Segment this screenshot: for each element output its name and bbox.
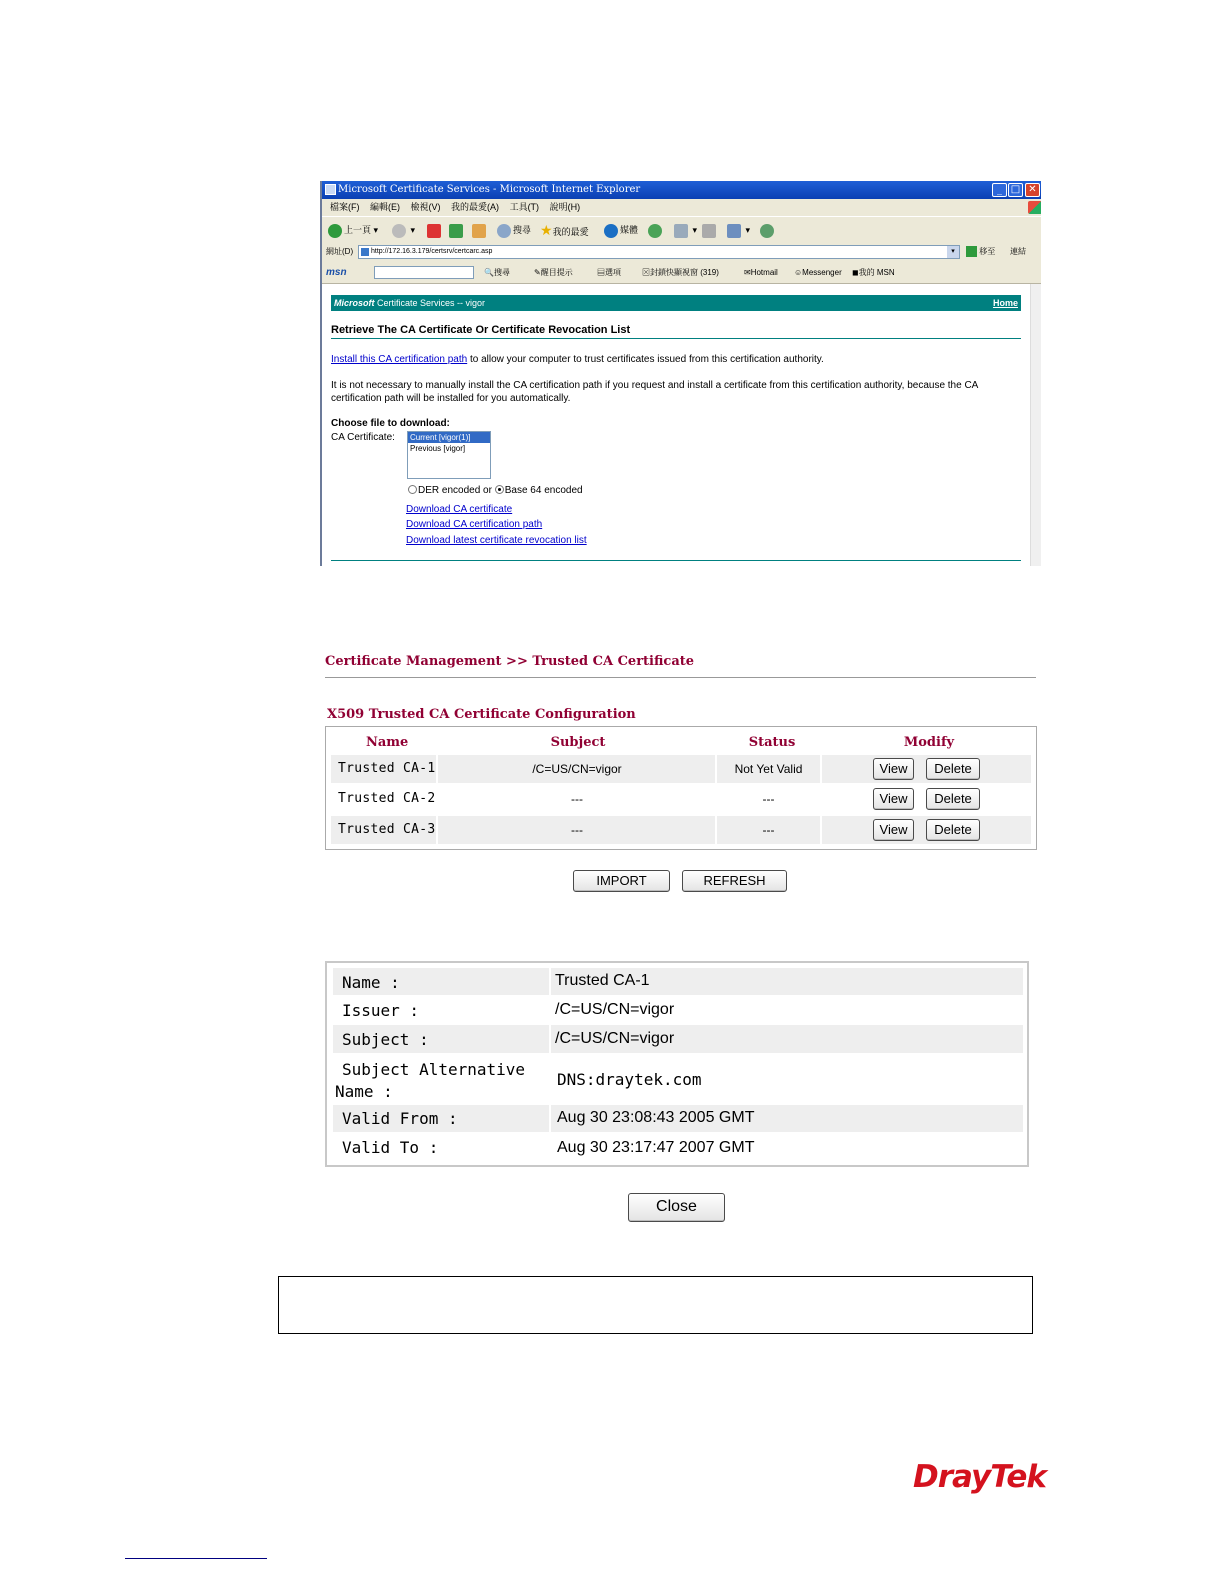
header-modify: Modify — [903, 735, 955, 750]
divider — [331, 338, 1021, 339]
close-button[interactable]: Close — [628, 1193, 725, 1222]
back-button[interactable]: 上一頁 ▾ — [328, 222, 378, 238]
address-bar — [322, 242, 1041, 262]
title-divider — [325, 677, 1036, 678]
footer-rule — [125, 1558, 267, 1559]
edit-button[interactable]: ▾ — [727, 222, 750, 238]
go-button[interactable]: 移至 — [966, 242, 995, 262]
messenger-icon — [760, 224, 774, 238]
menu-bar — [322, 199, 1041, 216]
detail-row-valid-to — [333, 1133, 1023, 1162]
certsrv-header-text: Certificate Services -- vigor — [377, 298, 486, 308]
address-label: 網址(D) — [326, 247, 354, 256]
menu-view[interactable]: 檢視(V) — [410, 202, 441, 212]
refresh-button[interactable] — [449, 222, 465, 238]
view-button[interactable]: View — [873, 788, 914, 810]
download-ca-path-link[interactable]: Download CA certification path — [406, 519, 543, 530]
ca-name: Trusted CA-1 — [338, 761, 436, 776]
menu-tools[interactable]: 工具(T) — [509, 202, 540, 212]
window-title: Microsoft Certificate Services - Microsoft Internet Explorer — [338, 184, 641, 195]
print-button[interactable] — [702, 222, 718, 238]
msn-toolbar — [322, 262, 1041, 284]
ca-certificate-listbox[interactable] — [407, 431, 491, 479]
menu-help[interactable]: 說明(H) — [549, 202, 581, 212]
page-title: Retrieve The CA Certificate Or Certificate Revocation List — [331, 324, 631, 336]
issuer-label: Issuer : — [342, 1001, 420, 1020]
valid-to-value: Aug 30 23:17:47 2007 GMT — [557, 1139, 755, 1156]
ca-subject: /C=US/CN=vigor — [532, 762, 622, 776]
menu-file[interactable]: 檔案(F) — [330, 202, 360, 212]
alt-name-value: DNS:draytek.com — [557, 1070, 702, 1089]
draytek-logo: DrayTek — [913, 1459, 1046, 1495]
address-input[interactable]: http://172.16.3.179/certsrv/certcarc.asp ▾ — [358, 245, 960, 259]
breadcrumb: Certificate Management >> Trusted CA Certificate — [325, 654, 695, 669]
vertical-scrollbar[interactable] — [1030, 284, 1041, 566]
ca-status: --- — [762, 823, 775, 837]
links-label[interactable]: 連結 — [1010, 247, 1026, 256]
forward-arrow-icon — [392, 224, 406, 238]
detail-row-subject — [333, 1025, 1023, 1053]
menu-favorites[interactable]: 我的最愛(A) — [451, 202, 500, 212]
star-icon: ★ — [540, 222, 553, 238]
subject-value: /C=US/CN=vigor — [555, 1030, 675, 1047]
go-arrow-icon — [966, 246, 977, 257]
home-icon — [472, 224, 486, 238]
page-icon — [361, 248, 369, 256]
windows-flag-icon — [1028, 201, 1041, 214]
search-icon — [497, 224, 511, 238]
ie-app-icon — [325, 184, 336, 195]
valid-from-value: Aug 30 23:08:43 2005 GMT — [557, 1109, 755, 1126]
view-button[interactable]: View — [873, 819, 914, 841]
history-button[interactable] — [648, 222, 664, 238]
alt-name-label: Subject Alternative — [342, 1060, 526, 1079]
minimize-icon[interactable]: _ — [992, 183, 1007, 197]
refresh-icon — [449, 224, 463, 238]
media-icon — [604, 224, 618, 238]
favorites-button[interactable]: ★我的最愛 — [540, 222, 589, 238]
import-button[interactable]: IMPORT — [573, 870, 670, 892]
base64-radio[interactable] — [495, 485, 504, 494]
listbox-option-previous[interactable]: Previous [vigor] — [410, 444, 466, 453]
alt-name-label-line2: Name : — [335, 1082, 393, 1101]
media-button[interactable]: 媒體 — [604, 222, 638, 238]
install-paragraph: Install this CA certification path to allow your computer to trust certificates issued from this certification authority. — [331, 354, 824, 365]
my-msn-link[interactable]: ◼我的 MSN — [852, 268, 895, 277]
cell-divider — [820, 816, 822, 844]
msn-search-button[interactable]: 🔍搜尋 — [484, 268, 510, 277]
cell-divider — [549, 968, 551, 995]
choose-file-label: Choose file to download: — [331, 418, 450, 429]
ca-subject: --- — [571, 792, 583, 806]
issuer-value: /C=US/CN=vigor — [555, 1001, 675, 1018]
listbox-option-current[interactable]: Current [vigor(1)] — [408, 432, 490, 443]
delete-button[interactable]: Delete — [926, 819, 980, 841]
certificate-detail-panel — [325, 961, 1029, 1167]
edit-icon — [727, 224, 741, 238]
encoding-options: DER encoded or Base 64 encoded — [408, 484, 708, 497]
home-link[interactable]: Home — [992, 298, 1018, 308]
page-content — [322, 284, 1030, 566]
title-bar — [322, 181, 1041, 199]
download-crl-link[interactable]: Download latest certificate revocation list — [406, 535, 587, 546]
messenger-button[interactable] — [760, 222, 776, 238]
home-button[interactable] — [472, 222, 488, 238]
search-button[interactable]: 搜尋 — [497, 222, 531, 238]
note-box — [278, 1276, 1033, 1334]
delete-button[interactable]: Delete — [926, 788, 980, 810]
certsrv-header — [331, 295, 1021, 311]
subject-label: Subject : — [342, 1030, 429, 1049]
ca-certificate-label: CA Certificate: — [331, 432, 395, 443]
header-subject: Subject — [550, 735, 606, 750]
valid-from-label: Valid From : — [342, 1109, 458, 1128]
cell-divider — [820, 755, 822, 783]
ca-name: Trusted CA-3 — [338, 822, 436, 837]
stop-icon — [427, 224, 441, 238]
hotmail-button[interactable]: ✉Hotmail — [744, 268, 778, 277]
menu-edit[interactable]: 編輯(E) — [370, 202, 401, 212]
section-title: X509 Trusted CA Certificate Configuration — [327, 707, 636, 722]
stop-button[interactable] — [427, 222, 443, 238]
mail-icon — [674, 224, 688, 238]
table-row — [331, 816, 1031, 844]
chevron-down-icon[interactable]: ▾ — [947, 246, 959, 258]
msn-logo: msn — [326, 267, 347, 278]
msn-options-button[interactable]: ▤選項 — [597, 268, 621, 277]
detail-row-issuer — [333, 996, 1023, 1025]
history-icon — [648, 224, 662, 238]
ca-name: Trusted CA-2 — [338, 791, 436, 806]
ca-status: Not Yet Valid — [734, 762, 803, 776]
messenger-link[interactable]: ☺Messenger — [794, 268, 842, 277]
toolbar — [322, 216, 1041, 242]
cell-divider — [549, 1025, 551, 1053]
header-status: Status — [748, 735, 796, 750]
back-arrow-icon — [328, 224, 342, 238]
maximize-icon[interactable]: □ — [1008, 183, 1023, 197]
download-ca-certificate-link[interactable]: Download CA certificate — [406, 504, 513, 515]
browser-window — [320, 181, 1041, 566]
ca-status: --- — [762, 792, 775, 806]
table-row — [331, 785, 1031, 813]
close-icon[interactable]: ✕ — [1025, 183, 1040, 197]
delete-button[interactable]: Delete — [926, 758, 980, 780]
ca-subject: --- — [571, 823, 583, 837]
forward-button[interactable]: ▾ — [392, 222, 415, 238]
popup-blocker-button[interactable]: ⊠封鎖快顯視窗 (319) — [642, 268, 719, 277]
microsoft-brand: Microsoft — [334, 298, 375, 308]
detail-row-name — [333, 968, 1023, 995]
msn-highlight-button[interactable]: ✎醒目提示 — [534, 268, 573, 277]
name-label: Name : — [342, 973, 400, 992]
bottom-divider — [331, 560, 1021, 561]
detail-row-alt-name — [333, 1054, 1023, 1104]
cell-divider — [549, 1105, 551, 1132]
trusted-ca-table — [325, 726, 1037, 850]
print-icon — [702, 224, 716, 238]
der-radio[interactable] — [408, 485, 417, 494]
name-value: Trusted CA-1 — [555, 972, 650, 989]
install-note: It is not necessary to manually install the CA certification path if you request and install a certificate from this certification authority, because the CA certification path will be installed for you automatically. — [331, 380, 978, 404]
refresh-button[interactable]: REFRESH — [682, 870, 787, 892]
msn-search-input[interactable] — [374, 266, 474, 279]
table-row — [331, 755, 1031, 783]
valid-to-label: Valid To : — [342, 1138, 439, 1157]
install-path-link[interactable]: Install this CA certification path — [331, 354, 468, 365]
detail-row-valid-from — [333, 1105, 1023, 1132]
mail-button[interactable]: ▾ — [674, 222, 697, 238]
view-button[interactable]: View — [873, 758, 914, 780]
header-name: Name — [366, 735, 409, 750]
